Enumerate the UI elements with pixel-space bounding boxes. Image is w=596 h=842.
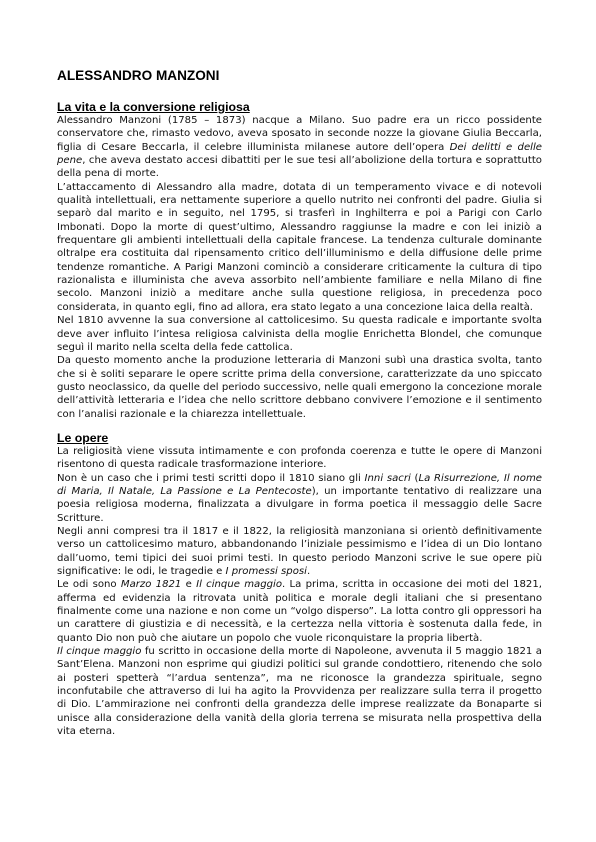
paragraph (57, 525, 542, 578)
text-run: . (306, 566, 311, 577)
document-page (57, 68, 542, 738)
text-run: . La prima, scritta in occasione dei moti del 1821, afferma ed evidenzia la ritrovata unità politica e morale degli italiani che si presentano finalmente come una nazione e non come un “volgo disperso”. La lotta contro gli oppressori ha un carattere di giustizia e di necessità, e la certezza nella vittoria è sostenuta dalla fede, in quanto Dio non può che aiutare un popolo che vuole riconquistare la propria libertà. (57, 579, 542, 644)
work-title: I promessi sposi (225, 566, 307, 577)
paragraph (57, 645, 542, 738)
text-run: fu scritto in occasione della morte di Napoleone, avvenuta il 5 maggio 1821 a Sant’Elena. Manzoni non esprime qui giudizi politici sul grande condottiero, ritenendo che solo ai posteri spetterà “l’ardua sentenza”, ma ne riconosce la grandezza spirituale, segno inconfutabile che attraverso di lui ha agito la Provvidenza per realizzare sulla terra il progetto di Dio. L’ammirazione nei confronti della grandezza delle imprese realizzate da Bonaparte si unisce alla considerazione della vanità della gloria terrena se misurata nella prospettiva della vita eterna. (57, 646, 542, 738)
work-title: Dei delitti e delle pene (57, 141, 542, 167)
work-title: Il cinque maggio (196, 579, 283, 591)
paragraph (57, 472, 542, 525)
paragraph: L’attaccamento di Alessandro alla madre, dotata di un temperamento vivace e di notevoli qualità intellettuali, era nettamente superiore a quello nutrito nei confronti del padre. Giulia si separò dal marito e in seguito, nel 1795, si trasferì in Inghilterra e poi a Parigi con Carlo Imbonati. Dopo la morte di quest’ultimo, Alessandro raggiunse la madre e con lei iniziò a frequentare gli ambienti intellettuali della capitale francese. La tendenza culturale dominante oltralpe era costituita dal ripensamento critico dell’illuminismo e della diffusione delle prime tendenze romantiche. A Parigi Manzoni cominciò a considerare criticamente la cultura di tipo razionalista e illuminista che aveva assorbito nell’ambiente familiare e nella Milano di fine secolo. Manzoni iniziò a meditare anche sulla questione religiosa, in precedenza poco considerata, in quanto egli, fino ad allora, era stato legato a una concezione laica della realtà. (57, 181, 542, 313)
paragraph: Nel 1810 avvenne la sua conversione al cattolicesimo. Su questa radicale e importante svolta deve aver influito l’intesa religiosa calvinista della moglie Enrichetta Blondel, che comunque seguì il marito nella scelta della fede cattolica. (57, 315, 542, 353)
text-run: ( (410, 472, 419, 484)
paragraph: Da questo momento anche la produzione letteraria di Manzoni subì una drastica svolta, tanto che si è soliti separare le opere scritte prima della conversione, caratterizzate da uno spiccato gusto neoclassico, da quelle del periodo successivo, nelle quali emergono la concezione morale dell’attività letteraria e l’idea che nello scrittore debbano convivere l’emozione e il sentimento con l’analisi razionale e la chiarezza intellettuale. (57, 355, 542, 420)
document-title: ALESSANDRO MANZONI (57, 68, 220, 83)
work-title: Inni sacri (364, 472, 411, 484)
text-run: Negli anni compresi tra il 1817 e il 1822, la religiosità manzoniana si orientò definitivamente verso un cattolicesimo maturo, abbandonando l’iniziale pessimismo e l’idea di un Dio lontano dall’uomo, temi tipici dei suoi primi testi. In questo periodo Manzoni scrive le sue opere più significative: le odi, le tragedie e (57, 525, 542, 577)
paragraph: La religiosità viene vissuta intimamente e con profonda coerenza e tutte le opere di Manzoni risentono di questa radicale trasformazione interiore. (57, 445, 542, 471)
text-run: ), un importante tentativo di realizzare una poesia religiosa moderna, finalizzata a divulgare in forma poetica il messaggio delle Sacre Scritture. (57, 485, 542, 524)
text-run: Non è un caso che i primi testi scritti dopo il 1810 siano gli (57, 472, 365, 484)
text-run: Alessandro Manzoni (1785 – 1873) nacque a Milano. Suo padre era un ricco possidente conservatore che, rimasto vedovo, aveva sposato in seconde nozze la giovane Giulia Beccarla, figlia di Cesare Beccarla, il celebre illuminista milanese autore dell’opera (57, 115, 542, 153)
section-heading-works: Le opere (57, 430, 109, 445)
text-run: Le odi sono (57, 579, 121, 591)
section-heading-life: La vita e la conversione religiosa (57, 100, 250, 114)
paragraph (57, 578, 542, 645)
work-title: La Risurrezione, Il nome di Maria, Il Natale, La Passione e La Pentecoste (57, 472, 542, 497)
text-run: e (181, 579, 197, 591)
paragraph (57, 114, 542, 181)
work-title: Il cinque maggio (57, 646, 142, 658)
work-title: Marzo 1821 (120, 579, 182, 591)
text-run: , che aveva destato accesi dibattiti per le sue tesi all’abolizione della tortura e soprattutto della pena di morte. (57, 155, 542, 180)
